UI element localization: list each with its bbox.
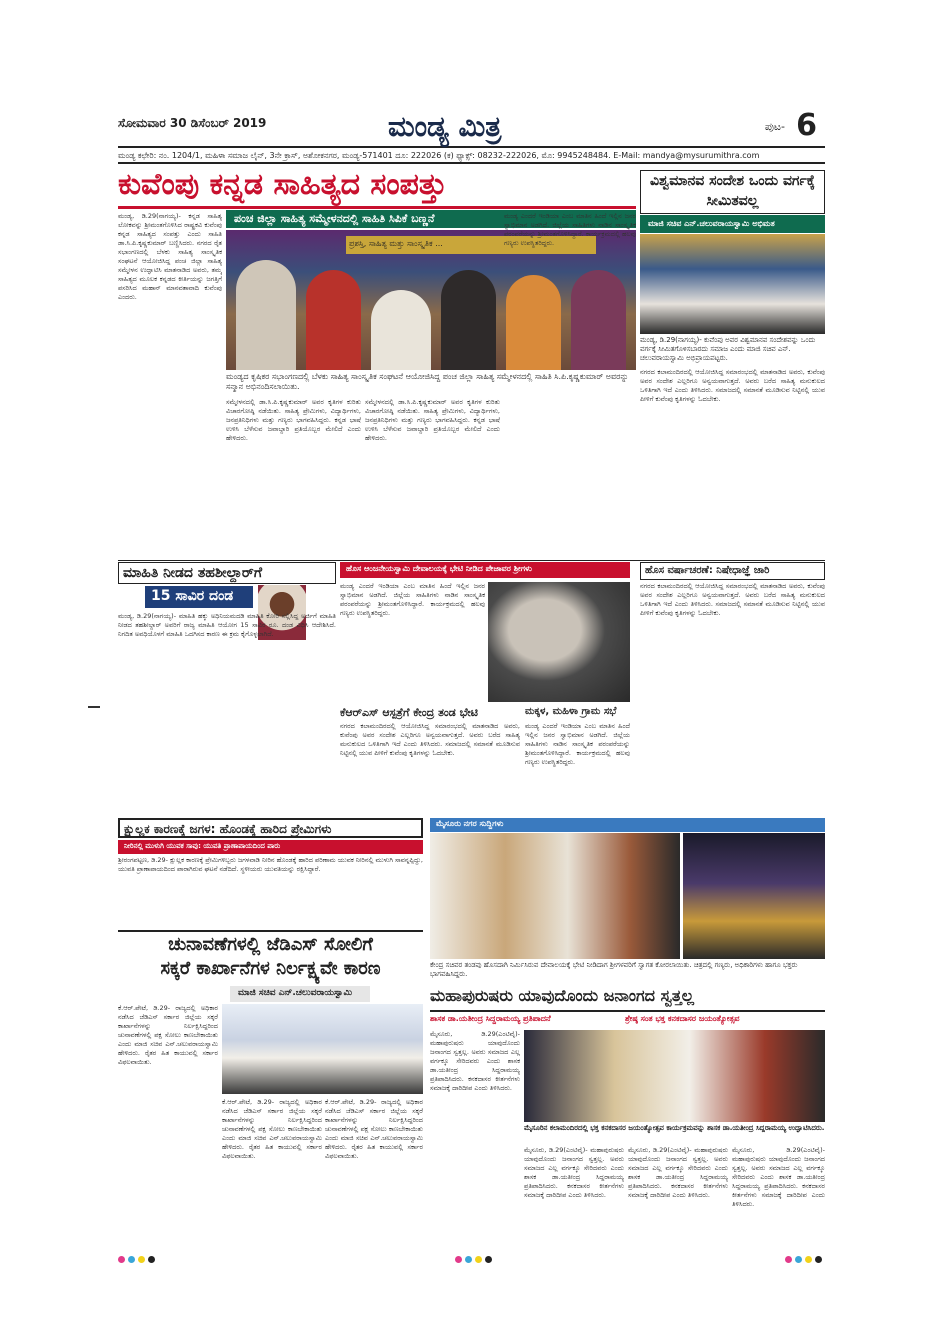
page-label: ಪುಟ- bbox=[764, 120, 785, 133]
jds-subhead: ಮಾಜಿ ಸಚಿವ ಎನ್.ಚಲುವರಾಯಸ್ವಾಮಿ bbox=[230, 986, 370, 1002]
page-number: 6 bbox=[796, 108, 817, 143]
mahila-body: ಮಂಡ್ಯ ಎಂದರೆ ಇಂಡಿಯಾ ಎಂಬ ಮಾತಿನ ಹಿಂದೆ ಇಲ್ಲಿನ ಜನರ ಸ್ವಾಭಿಮಾನ ಅಡಗಿದೆ. ಜಿಲ್ಲೆಯ ಸಾಹಿತಿಗಳು ನಾಡಿನ ಸಾಂಸ್ಕೃತಿಕ ಪರಂಪರೆಯನ್ನು ಶ್ರೀಮಂತಗೊಳಿಸಿದ್ದಾರೆ. ಕಾರ್ಯಕ್ರಮದಲ್ಲಿ ಹಲವು ಗಣ್ಯರು ಉಪಸ್ಥಿತರಿದ್ದರು. bbox=[525, 722, 630, 766]
temple-photo bbox=[488, 582, 630, 702]
tahsildar-fine: 15 ಸಾವಿರ ದಂಡ bbox=[145, 586, 253, 608]
mysuru-caption: ಕೇಂದ್ರ ಸಚಿವರ ತಂಡವು ಹೊಸದಾಗಿ ನಿರ್ಮಿಸಿರುವ ದೇವಾಲಯಕ್ಕೆ ಭೇಟಿ ನೀಡಿದಾಗ ಶ್ರೀಗಳವರಿಗೆ ಸ್ವಾಗತ ಕೋರಲಾಯಿತು. ಚಿತ್ರದಲ್ಲಿ ಗಣ್ಯರು, ಅಧಿಕಾರಿಗಳು ಹಾಗೂ ಭಕ್ತರು ಭಾಗವಹಿಸಿದ್ದರು. bbox=[430, 961, 798, 978]
issue-date: ಸೋಮವಾರ 30 ಡಿಸೆಂಬರ್ 2019 bbox=[118, 116, 267, 130]
mahapurusha-body-1: ಮೈಸೂರು, ಡಿ.29(ಎಂಟಿವೈ)- ಮಹಾಪುರುಷರು ಯಾವುದೊಂದು ಜನಾಂಗದ ಸ್ವತ್ತಲ್ಲ. ಅವರು ಸಮಾಜದ ಎಲ್ಲ ವರ್ಗಕ್ಕೂ ಸೇರಿದವರು ಎಂದು ಶಾಸಕ ಡಾ.ಯತೀಂದ್ರ ಸಿದ್ದರಾಮಯ್ಯ ಪ್ರತಿಪಾದಿಸಿದರು. ಕನಕದಾಸರ ಕೀರ್ತನೆಗಳು ಸಮಾಜಕ್ಕೆ ದಾರಿದೀಪ ಎಂದು ತಿಳಿಸಿದರು. bbox=[430, 1030, 520, 1092]
mahila-headline: ಮಕ್ಕಳ, ಮಹಿಳಾ ಗ್ರಾಮ ಸಭೆ bbox=[525, 706, 617, 717]
hosa-headline: ಹೊಸ ವರ್ಷಾಚರಣೆ: ನಿಷೇಧಾಜ್ಞೆ ಜಾರಿ bbox=[640, 562, 825, 580]
tahsildar-body: ಮಂಡ್ಯ, ಡಿ.29(ನಾಗಯ್ಯ)- ಮಾಹಿತಿ ಹಕ್ಕು ಅಧಿನಿಯಮದಡಿ ಮಾಹಿತಿ ಕೋರಿ ಸಲ್ಲಿಸಿದ್ದ ಅರ್ಜಿಗೆ ಮಾಹಿತಿ ನೀಡದ ತಹಶೀಲ್ದಾರ್ ಅವರಿಗೆ ರಾಜ್ಯ ಮಾಹಿತಿ ಆಯೋಗ 15 ಸಾವಿರ ರೂ. ದಂಡ ವಿಧಿಸಿ ಆದೇಶಿಸಿದೆ. ನಿಗದಿತ ಅವಧಿಯೊಳಗೆ ಮಾಹಿತಿ ಒದಗಿಸದ ಕಾರಣ ಈ ಕ್ರಮ ಕೈಗೊಳ್ಳಲಾಗಿದೆ. bbox=[118, 612, 336, 638]
tahsildar-headline: ಮಾಹಿತಿ ನೀಡದ ತಹಶೀಲ್ದಾರ್‌ಗೆ bbox=[118, 562, 336, 584]
lead-column-4: ಮಂಡ್ಯ ಎಂದರೆ ಇಂಡಿಯಾ ಎಂಬ ಮಾತಿನ ಹಿಂದೆ ಇಲ್ಲಿನ ಜನರ ಸ್ವಾಭಿಮಾನ ಅಡಗಿದೆ. ಜಿಲ್ಲೆಯ ಸಾಹಿತಿಗಳು ನಾಡಿನ ಸಾಂಸ್ಕೃತಿಕ ಪರಂಪರೆಯನ್ನು ಶ್ರೀಮಂತಗೊಳಿಸಿದ್ದಾರೆ. ಕಾರ್ಯಕ್ರಮದಲ್ಲಿ ಹಲವು ಗಣ್ಯರು ಉಪಸ್ಥಿತರಿದ್ದರು. bbox=[504, 212, 636, 247]
person-figure bbox=[236, 260, 296, 370]
stage-banner: ಪ್ರಶಸ್ತಿ, ಸಾಹಿತ್ಯ ಮತ್ತು ಸಾಂಸ್ಕೃತಿಕ ... bbox=[346, 236, 596, 254]
person-figure bbox=[371, 290, 431, 370]
jds-photo bbox=[222, 1004, 423, 1094]
jds-body-1: ಕೆ.ಆರ್.ಪೇಟೆ, ಡಿ.29- ರಾಜ್ಯದಲ್ಲಿ ಅಧಿಕಾರ ನಡೆಸಿದ ಜೆಡಿಎಸ್ ಸರ್ಕಾರ ಜಿಲ್ಲೆಯ ಸಕ್ಕರೆ ಕಾರ್ಖಾನೆಗಳನ್ನು ನಿರ್ಲಕ್ಷಿಸಿದ್ದರಿಂದ ಚುನಾವಣೆಗಳಲ್ಲಿ ಪಕ್ಷ ಸೋಲು ಕಾಣಬೇಕಾಯಿತು ಎಂದು ಮಾಜಿ ಸಚಿವ ಎನ್.ಚಲುವರಾಯಸ್ವಾಮಿ ಹೇಳಿದರು. ರೈತರ ಹಿತ ಕಾಯುವಲ್ಲಿ ಸರ್ಕಾರ ವಿಫಲವಾಯಿತು. bbox=[118, 1004, 218, 1066]
print-marks bbox=[785, 1256, 822, 1263]
lead-column-1: ಮಂಡ್ಯ, ಡಿ.29(ನಾಗಯ್ಯ)- ಕನ್ನಡ ಸಾಹಿತ್ಯ ಲೋಕವನ್ನು ಶ್ರೀಮಂತಗೊಳಿಸಿದ ರಾಷ್ಟ್ರಕವಿ ಕುವೆಂಪು ಕನ್ನಡ ಸಾಹಿತ್ಯದ ಸಂಪತ್ತು ಎಂದು ಸಾಹಿತಿ ಡಾ.ಸಿ.ಪಿ.ಕೃಷ್ಣಕುಮಾರ್ ಬಣ್ಣಿಸಿದರು. ನಗರದ ರೈತ ಸಭಾಂಗಣದಲ್ಲಿ ಬೆಳಕು ಸಾಹಿತ್ಯ ಸಾಂಸ್ಕೃತಿಕ ಸಂಘಟನೆ ಆಯೋಜಿಸಿದ್ದ ಪಂಚ ಜಿಲ್ಲಾ ಸಾಹಿತ್ಯ ಸಮ್ಮೇಳನ ಉದ್ಘಾಟಿಸಿ ಮಾತನಾಡಿದ ಅವರು, ತಮ್ಮ ಸಾಹಿತ್ಯದ ಮೂಲಕ ಕನ್ನಡದ ಕೀರ್ತಿಯನ್ನು ಜಗತ್ತಿಗೆ ಪಸರಿಸಿದ ಮಹಾನ್ ಮಾನವತಾವಾದಿ ಕುವೆಂಪು ಎಂದರು. bbox=[118, 212, 222, 301]
print-marks bbox=[455, 1256, 492, 1263]
mysuru-news-band: ಮೈಸೂರು ನಗರ ಸುದ್ದಿಗಳು bbox=[430, 818, 825, 832]
krs-headline: ಕೆಆರ್‌ಎಸ್ ಆಸ್ಪತ್ರೆಗೆ ಕೇಂದ್ರ ತಂಡ ಭೇಟಿ bbox=[340, 706, 478, 719]
jds-headline-1: ಚುನಾವಣೆಗಳಲ್ಲಿ ಜೆಡಿಎಸ್ ಸೋಲಿಗೆ bbox=[168, 934, 373, 955]
lead-column-3: ಸಮ್ಮೇಳನದಲ್ಲಿ ಡಾ.ಸಿ.ಪಿ.ಕೃಷ್ಣಕುಮಾರ್ ಅವರ ಕೃತಿಗಳ ಕುರಿತು ವಿಚಾರಗೋಷ್ಠಿ ನಡೆಯಿತು. ಸಾಹಿತ್ಯ ಪ್ರೇಮಿಗಳು, ವಿದ್ಯಾರ್ಥಿಗಳು, ಜನಪ್ರತಿನಿಧಿಗಳು ಮತ್ತು ಗಣ್ಯರು ಭಾಗವಹಿಸಿದ್ದರು. ಕನ್ನಡ ಭಾಷೆ ಉಳಿಸಿ ಬೆಳೆಸುವ ಜವಾಬ್ದಾರಿ ಪ್ರತಿಯೊಬ್ಬರ ಮೇಲಿದೆ ಎಂದು ಹೇಳಿದರು. bbox=[365, 398, 500, 442]
jds-headline-2: ಸಕ್ಕರೆ ಕಾರ್ಖಾನೆಗಳ ನಿರ್ಲಕ್ಷ್ಯವೇ ಕಾರಣ bbox=[160, 958, 381, 979]
right-top-body: ನಗರದ ಕಲಾಮಂದಿರದಲ್ಲಿ ಆಯೋಜಿಸಿದ್ದ ಸಮಾರಂಭದಲ್ಲಿ ಮಾತನಾಡಿದ ಅವರು, ಕುವೆಂಪು ಅವರ ಸಂದೇಶ ಎಲ್ಲರಿಗೂ ಅನ್ವಯವಾಗುತ್ತದೆ. ಅವರು ಬರೆದ ಸಾಹಿತ್ಯ ಮನುಕುಲದ ಒಳಿತಿಗಾಗಿ ಇದೆ ಎಂದು ತಿಳಿಸಿದರು. ಸಮಾಜದಲ್ಲಿ ಸಮಾನತೆ ಮೂಡಿಸುವ ನಿಟ್ಟಿನಲ್ಲಿ ಯುವ ಪೀಳಿಗೆ ಕುವೆಂಪು ಕೃತಿಗಳನ್ನು ಓದಬೇಕು. bbox=[640, 368, 825, 403]
print-marks bbox=[118, 1256, 155, 1263]
divider bbox=[118, 930, 423, 932]
lead-column-2: ಸಮ್ಮೇಳನದಲ್ಲಿ ಡಾ.ಸಿ.ಪಿ.ಕೃಷ್ಣಕುಮಾರ್ ಅವರ ಕೃತಿಗಳ ಕುರಿತು ವಿಚಾರಗೋಷ್ಠಿ ನಡೆಯಿತು. ಸಾಹಿತ್ಯ ಪ್ರೇಮಿಗಳು, ವಿದ್ಯಾರ್ಥಿಗಳು, ಜನಪ್ರತಿನಿಧಿಗಳು ಮತ್ತು ಗಣ್ಯರು ಭಾಗವಹಿಸಿದ್ದರು. ಕನ್ನಡ ಭಾಷೆ ಉಳಿಸಿ ಬೆಳೆಸುವ ಜವಾಬ್ದಾರಿ ಪ್ರತಿಯೊಬ್ಬರ ಮೇಲಿದೆ ಎಂದು ಹೇಳಿದರು. bbox=[226, 398, 361, 442]
temple-headline: ಹೊಸ ಆಂಜನೇಯಸ್ವಾಮಿ ದೇವಾಲಯಕ್ಕೆ ಭೇಟಿ ನೀಡಿದ ಪೇಜಾವರ ಶ್ರೀಗಳು bbox=[340, 562, 630, 578]
right-top-caption: ಮಂಡ್ಯ, ಡಿ.29(ನಾಗಯ್ಯ)- ಕುವೆಂಪು ಅವರ ವಿಶ್ವಮಾನವ ಸಂದೇಶವನ್ನು ಒಂದು ವರ್ಗಕ್ಕೆ ಸೀಮಿತಗೊಳಿಸಬಾರದು ಸಮಾಜ ಎಂದು ಮಾಜಿ ಸಚಿವ ಎನ್. ಚಲುವರಾಯಸ್ವಾಮಿ ಅಭಿಪ್ರಾಯಪಟ್ಟರು. bbox=[640, 336, 816, 362]
lovers-headline: ಕ್ಷುಲ್ಲಕ ಕಾರಣಕ್ಕೆ ಜಗಳ: ಹೊಂಡಕ್ಕೆ ಹಾರಿದ ಪ್ರೇಮಿಗಳು bbox=[118, 818, 423, 838]
right-top-headline: ವಿಶ್ವಮಾನವ ಸಂದೇಶ ಒಂದು ವರ್ಗಕ್ಕೆ ಸೀಮಿತವಲ್ಲ bbox=[640, 170, 825, 214]
mysuru-photo-left bbox=[430, 833, 680, 959]
mahapurusha-headline: ಮಹಾಪುರುಷರು ಯಾವುದೊಂದು ಜನಾಂಗದ ಸ್ವತ್ತಲ್ಲ bbox=[430, 986, 825, 1012]
divider bbox=[118, 560, 825, 561]
jds-body-3: ಕೆ.ಆರ್.ಪೇಟೆ, ಡಿ.29- ರಾಜ್ಯದಲ್ಲಿ ಅಧಿಕಾರ ನಡೆಸಿದ ಜೆಡಿಎಸ್ ಸರ್ಕಾರ ಜಿಲ್ಲೆಯ ಸಕ್ಕರೆ ಕಾರ್ಖಾನೆಗಳನ್ನು ನಿರ್ಲಕ್ಷಿಸಿದ್ದರಿಂದ ಚುನಾವಣೆಗಳಲ್ಲಿ ಪಕ್ಷ ಸೋಲು ಕಾಣಬೇಕಾಯಿತು ಎಂದು ಮಾಜಿ ಸಚಿವ ಎನ್.ಚಲುವರಾಯಸ್ವಾಮಿ ಹೇಳಿದರು. ರೈತರ ಹಿತ ಕಾಯುವಲ್ಲಿ ಸರ್ಕಾರ ವಿಫಲವಾಯಿತು. bbox=[325, 1098, 423, 1160]
lovers-body: ಶ್ರೀರಂಗಪಟ್ಟಣ, ಡಿ.29- ಕ್ಷುಲ್ಲಕ ಕಾರಣಕ್ಕೆ ಪ್ರೇಮಿಗಳಿಬ್ಬರು ಜಗಳವಾಡಿ ನೀರಿನ ಹೊಂಡಕ್ಕೆ ಹಾರಿದ ಪರಿಣಾಮ ಯುವಕ ನೀರಿನಲ್ಲಿ ಮುಳುಗಿ ಸಾವನ್ನಪ್ಪಿದ್ದು, ಯುವತಿ ಪ್ರಾಣಾಪಾಯದಿಂದ ಪಾರಾಗಿರುವ ಘಟನೆ ನಡೆದಿದೆ. ಸ್ಥಳೀಯರು ಯುವತಿಯನ್ನು ರಕ್ಷಿಸಿದ್ದಾರೆ. bbox=[118, 856, 423, 873]
masthead bbox=[118, 110, 825, 148]
hosa-body: ನಗರದ ಕಲಾಮಂದಿರದಲ್ಲಿ ಆಯೋಜಿಸಿದ್ದ ಸಮಾರಂಭದಲ್ಲಿ ಮಾತನಾಡಿದ ಅವರು, ಕುವೆಂಪು ಅವರ ಸಂದೇಶ ಎಲ್ಲರಿಗೂ ಅನ್ವಯವಾಗುತ್ತದೆ. ಅವರು ಬರೆದ ಸಾಹಿತ್ಯ ಮನುಕುಲದ ಒಳಿತಿಗಾಗಿ ಇದೆ ಎಂದು ತಿಳಿಸಿದರು. ಸಮಾಜದಲ್ಲಿ ಸಮಾನತೆ ಮೂಡಿಸುವ ನಿಟ್ಟಿನಲ್ಲಿ ಯುವ ಪೀಳಿಗೆ ಕುವೆಂಪು ಕೃತಿಗಳನ್ನು ಓದಬೇಕು. bbox=[640, 582, 825, 617]
mahapurusha-body-2: ಮೈಸೂರು, ಡಿ.29(ಎಂಟಿವೈ)- ಮಹಾಪುರುಷರು ಯಾವುದೊಂದು ಜನಾಂಗದ ಸ್ವತ್ತಲ್ಲ. ಅವರು ಸಮಾಜದ ಎಲ್ಲ ವರ್ಗಕ್ಕೂ ಸೇರಿದವರು ಎಂದು ಶಾಸಕ ಡಾ.ಯತೀಂದ್ರ ಸಿದ್ದರಾಮಯ್ಯ ಪ್ರತಿಪಾದಿಸಿದರು. ಕನಕದಾಸರ ಕೀರ್ತನೆಗಳು ಸಮಾಜಕ್ಕೆ ದಾರಿದೀಪ ಎಂದು ತಿಳಿಸಿದರು. bbox=[524, 1146, 624, 1199]
lead-subhead: ಪಂಚ ಜಿಲ್ಲಾ ಸಾಹಿತ್ಯ ಸಮ್ಮೇಳನದಲ್ಲಿ ಸಾಹಿತಿ ಸಿಪಿಕೆ ಬಣ್ಣನೆ bbox=[226, 210, 636, 228]
jds-body-2: ಕೆ.ಆರ್.ಪೇಟೆ, ಡಿ.29- ರಾಜ್ಯದಲ್ಲಿ ಅಧಿಕಾರ ನಡೆಸಿದ ಜೆಡಿಎಸ್ ಸರ್ಕಾರ ಜಿಲ್ಲೆಯ ಸಕ್ಕರೆ ಕಾರ್ಖಾನೆಗಳನ್ನು ನಿರ್ಲಕ್ಷಿಸಿದ್ದರಿಂದ ಚುನಾವಣೆಗಳಲ್ಲಿ ಪಕ್ಷ ಸೋಲು ಕಾಣಬೇಕಾಯಿತು ಎಂದು ಮಾಜಿ ಸಚಿವ ಎನ್.ಚಲುವರಾಯಸ್ವಾಮಿ ಹೇಳಿದರು. ರೈತರ ಹಿತ ಕಾಯುವಲ್ಲಿ ಸರ್ಕಾರ ವಿಫಲವಾಯಿತು. bbox=[222, 1098, 322, 1160]
lead-headline: ಕುವೆಂಪು ಕನ್ನಡ ಸಾಹಿತ್ಯದ ಸಂಪತ್ತು bbox=[118, 167, 636, 209]
margin-mark bbox=[88, 706, 100, 708]
lovers-subhead: ನೀರಿನಲ್ಲಿ ಮುಳುಗಿ ಯುವಕ ಸಾವು: ಯುವತಿ ಪ್ರಾಣಾಪಾಯದಿಂದ ಪಾರು bbox=[118, 840, 423, 854]
office-address: ಮಂಡ್ಯ ಕಛೇರಿ: ನಂ. 1204/1, ಮಹಿಳಾ ಸಮಾಜ ಲೈನ್, 3ನೇ ಕ್ರಾಸ್, ಅಶೋಕನಗರ, ಮಂಡ್ಯ-571401 ದೂ: 222026 (ಕ) ಫ್ಯಾಕ್ಸ್: 08232-222026, ಮೊ: 9945248484. E-Mail: mandya@mysurumithra.com bbox=[118, 148, 825, 164]
mahapurusha-body-3: ಮೈಸೂರು, ಡಿ.29(ಎಂಟಿವೈ)- ಮಹಾಪುರುಷರು ಯಾವುದೊಂದು ಜನಾಂಗದ ಸ್ವತ್ತಲ್ಲ. ಅವರು ಸಮಾಜದ ಎಲ್ಲ ವರ್ಗಕ್ಕೂ ಸೇರಿದವರು ಎಂದು ಶಾಸಕ ಡಾ.ಯತೀಂದ್ರ ಸಿದ್ದರಾಮಯ್ಯ ಪ್ರತಿಪಾದಿಸಿದರು. ಕನಕದಾಸರ ಕೀರ್ತನೆಗಳು ಸಮಾಜಕ್ಕೆ ದಾರಿದೀಪ ಎಂದು ತಿಳಿಸಿದರು. bbox=[628, 1146, 728, 1199]
temple-body: ಮಂಡ್ಯ ಎಂದರೆ ಇಂಡಿಯಾ ಎಂಬ ಮಾತಿನ ಹಿಂದೆ ಇಲ್ಲಿನ ಜನರ ಸ್ವಾಭಿಮಾನ ಅಡಗಿದೆ. ಜಿಲ್ಲೆಯ ಸಾಹಿತಿಗಳು ನಾಡಿನ ಸಾಂಸ್ಕೃತಿಕ ಪರಂಪರೆಯನ್ನು ಶ್ರೀಮಂತಗೊಳಿಸಿದ್ದಾರೆ. ಕಾರ್ಯಕ್ರಮದಲ್ಲಿ ಹಲವು ಗಣ್ಯರು ಉಪಸ್ಥಿತರಿದ್ದರು. bbox=[340, 582, 485, 617]
right-top-subhead: ಮಾಜಿ ಸಚಿವ ಎನ್.ಚಲುವರಾಯಸ್ವಾಮಿ ಅಭಿಮತ bbox=[640, 215, 825, 233]
right-top-photo bbox=[640, 234, 825, 334]
mahapurusha-sub1: ಶಾಸಕ ಡಾ.ಯತೀಂದ್ರ ಸಿದ್ದರಾಮಯ್ಯ ಪ್ರತಿಪಾದನೆ bbox=[430, 1014, 551, 1023]
person-figure bbox=[441, 270, 496, 370]
newspaper-logo: ಮಂಡ್ಯ ಮಿತ್ರ bbox=[388, 110, 502, 143]
krs-body: ನಗರದ ಕಲಾಮಂದಿರದಲ್ಲಿ ಆಯೋಜಿಸಿದ್ದ ಸಮಾರಂಭದಲ್ಲಿ ಮಾತನಾಡಿದ ಅವರು, ಕುವೆಂಪು ಅವರ ಸಂದೇಶ ಎಲ್ಲರಿಗೂ ಅನ್ವಯವಾಗುತ್ತದೆ. ಅವರು ಬರೆದ ಸಾಹಿತ್ಯ ಮನುಕುಲದ ಒಳಿತಿಗಾಗಿ ಇದೆ ಎಂದು ತಿಳಿಸಿದರು. ಸಮಾಜದಲ್ಲಿ ಸಮಾನತೆ ಮೂಡಿಸುವ ನಿಟ್ಟಿನಲ್ಲಿ ಯುವ ಪೀಳಿಗೆ ಕುವೆಂಪು ಕೃತಿಗಳನ್ನು ಓದಬೇಕು. bbox=[340, 722, 520, 757]
mahapurusha-caption: ಮೈಸೂರಿನ ಕಲಾಮಂದಿರದಲ್ಲಿ ಭಕ್ತ ಕನಕದಾಸರ ಜಯಂತ್ಯೋತ್ಸವ ಕಾರ್ಯಕ್ರಮವನ್ನು ಶಾಸಕ ಡಾ.ಯತೀಂದ್ರ ಸಿದ್ದರಾಮಯ್ಯ ಉದ್ಘಾಟಿಸಿದರು. bbox=[524, 1124, 825, 1132]
mysuru-photo-right bbox=[683, 833, 825, 959]
mahapurusha-photo bbox=[524, 1030, 825, 1122]
mahapurusha-body-4: ಮೈಸೂರು, ಡಿ.29(ಎಂಟಿವೈ)- ಮಹಾಪುರುಷರು ಯಾವುದೊಂದು ಜನಾಂಗದ ಸ್ವತ್ತಲ್ಲ. ಅವರು ಸಮಾಜದ ಎಲ್ಲ ವರ್ಗಕ್ಕೂ ಸೇರಿದವರು ಎಂದು ಶಾಸಕ ಡಾ.ಯತೀಂದ್ರ ಸಿದ್ದರಾಮಯ್ಯ ಪ್ರತಿಪಾದಿಸಿದರು. ಕನಕದಾಸರ ಕೀರ್ತನೆಗಳು ಸಮಾಜಕ್ಕೆ ದಾರಿದೀಪ ಎಂದು ತಿಳಿಸಿದರು. bbox=[732, 1146, 825, 1208]
mahapurusha-sub2: ಶ್ರೇಷ್ಠ ಸಂತ ಭಕ್ತ ಕನಕದಾಸರ ಜಯಂತ್ಯೋತ್ಸವ bbox=[625, 1014, 740, 1023]
lead-caption: ಮಂಡ್ಯದ ಕೃಷಿಕರ ಸಭಾಂಗಣದಲ್ಲಿ ಬೆಳಕು ಸಾಹಿತ್ಯ ಸಾಂಸ್ಕೃತಿಕ ಸಂಘಟನೆ ಆಯೋಜಿಸಿದ್ದ ಪಂಚ ಜಿಲ್ಲಾ ಸಾಹಿತ್ಯ ಸಮ್ಮೇಳನದಲ್ಲಿ ಸಾಹಿತಿ ಸಿ.ಪಿ.ಕೃಷ್ಣಕುಮಾರ್ ಅವರನ್ನು ಸನ್ಮಾನ ಅಭಿನಂದಿಸಲಾಯಿತು. bbox=[226, 372, 629, 391]
person-figure bbox=[306, 270, 361, 370]
